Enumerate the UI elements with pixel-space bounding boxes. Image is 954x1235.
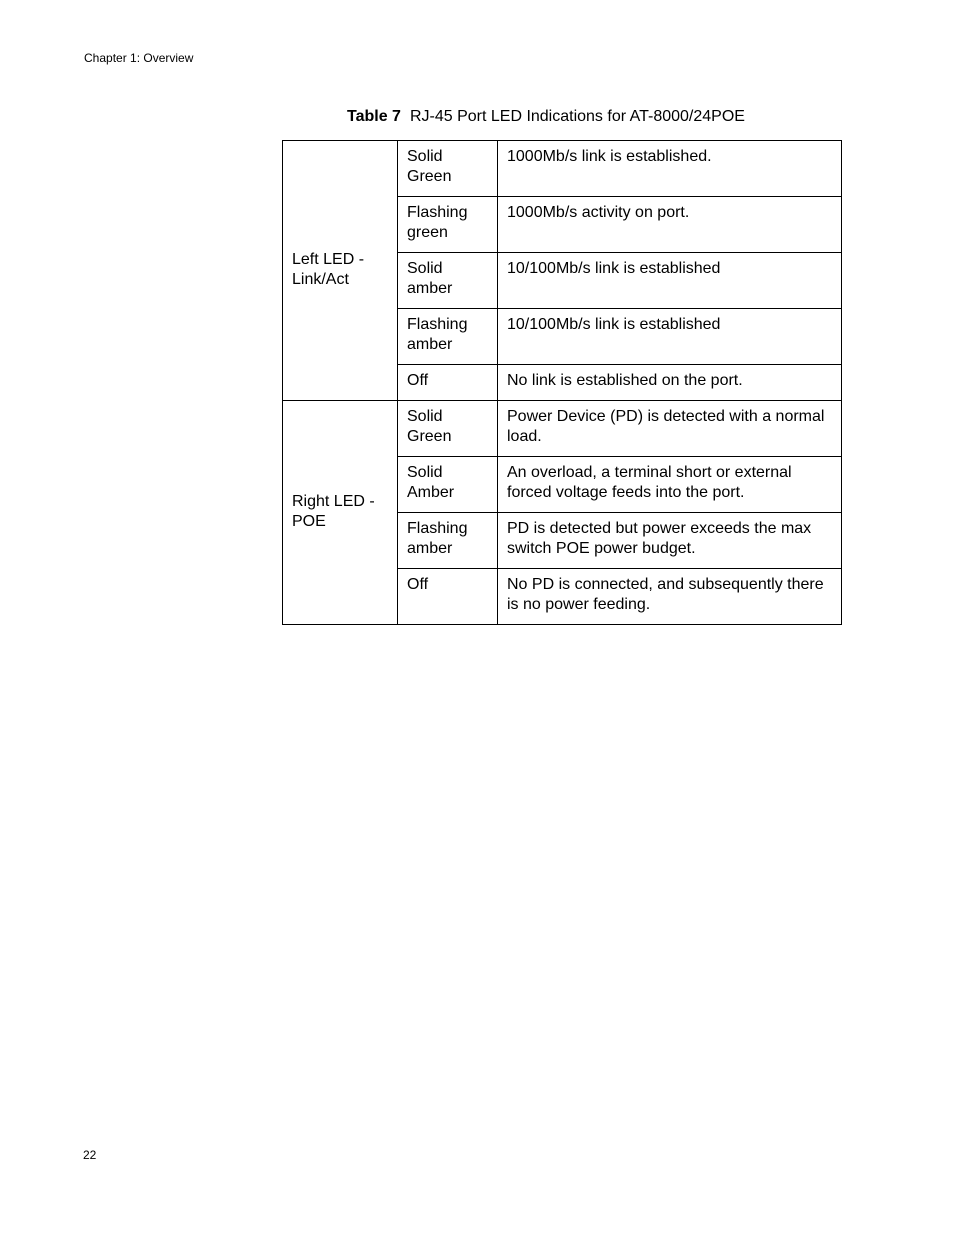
led-state: Flashing amber [398, 513, 498, 569]
table-title: RJ-45 Port LED Indications for AT-8000/24POE [409, 108, 745, 125]
led-description: Power Device (PD) is detected with a normal load. [498, 401, 842, 457]
led-description: 1000Mb/s activity on port. [498, 197, 842, 253]
led-description: An overload, a terminal short or external forced voltage feeds into the port. [498, 457, 842, 513]
led-description: 1000Mb/s link is established. [498, 141, 842, 197]
led-state: Flashing green [398, 197, 498, 253]
led-state: Flashing amber [398, 309, 498, 365]
page-number: 22 [83, 1148, 97, 1162]
led-description: No link is established on the port. [498, 365, 842, 401]
led-description: No PD is connected, and subsequently there is no power feeding. [498, 569, 842, 625]
running-header: Chapter 1: Overview [84, 51, 194, 65]
led-group-label: Right LED - POE [283, 401, 398, 625]
table-caption [347, 108, 745, 126]
table-row [283, 141, 842, 197]
led-description: 10/100Mb/s link is established [498, 309, 842, 365]
led-group-label: Left LED - Link/Act [283, 141, 398, 401]
led-state: Off [398, 365, 498, 401]
led-indications-table [282, 140, 842, 625]
table-row [283, 401, 842, 457]
led-state: Solid amber [398, 253, 498, 309]
led-state: Off [398, 569, 498, 625]
led-state: Solid Green [398, 141, 498, 197]
led-description: PD is detected but power exceeds the max switch POE power budget. [498, 513, 842, 569]
led-state: Solid Amber [398, 457, 498, 513]
led-description: 10/100Mb/s link is established [498, 253, 842, 309]
table-number: Table 7 [347, 108, 401, 125]
led-state: Solid Green [398, 401, 498, 457]
